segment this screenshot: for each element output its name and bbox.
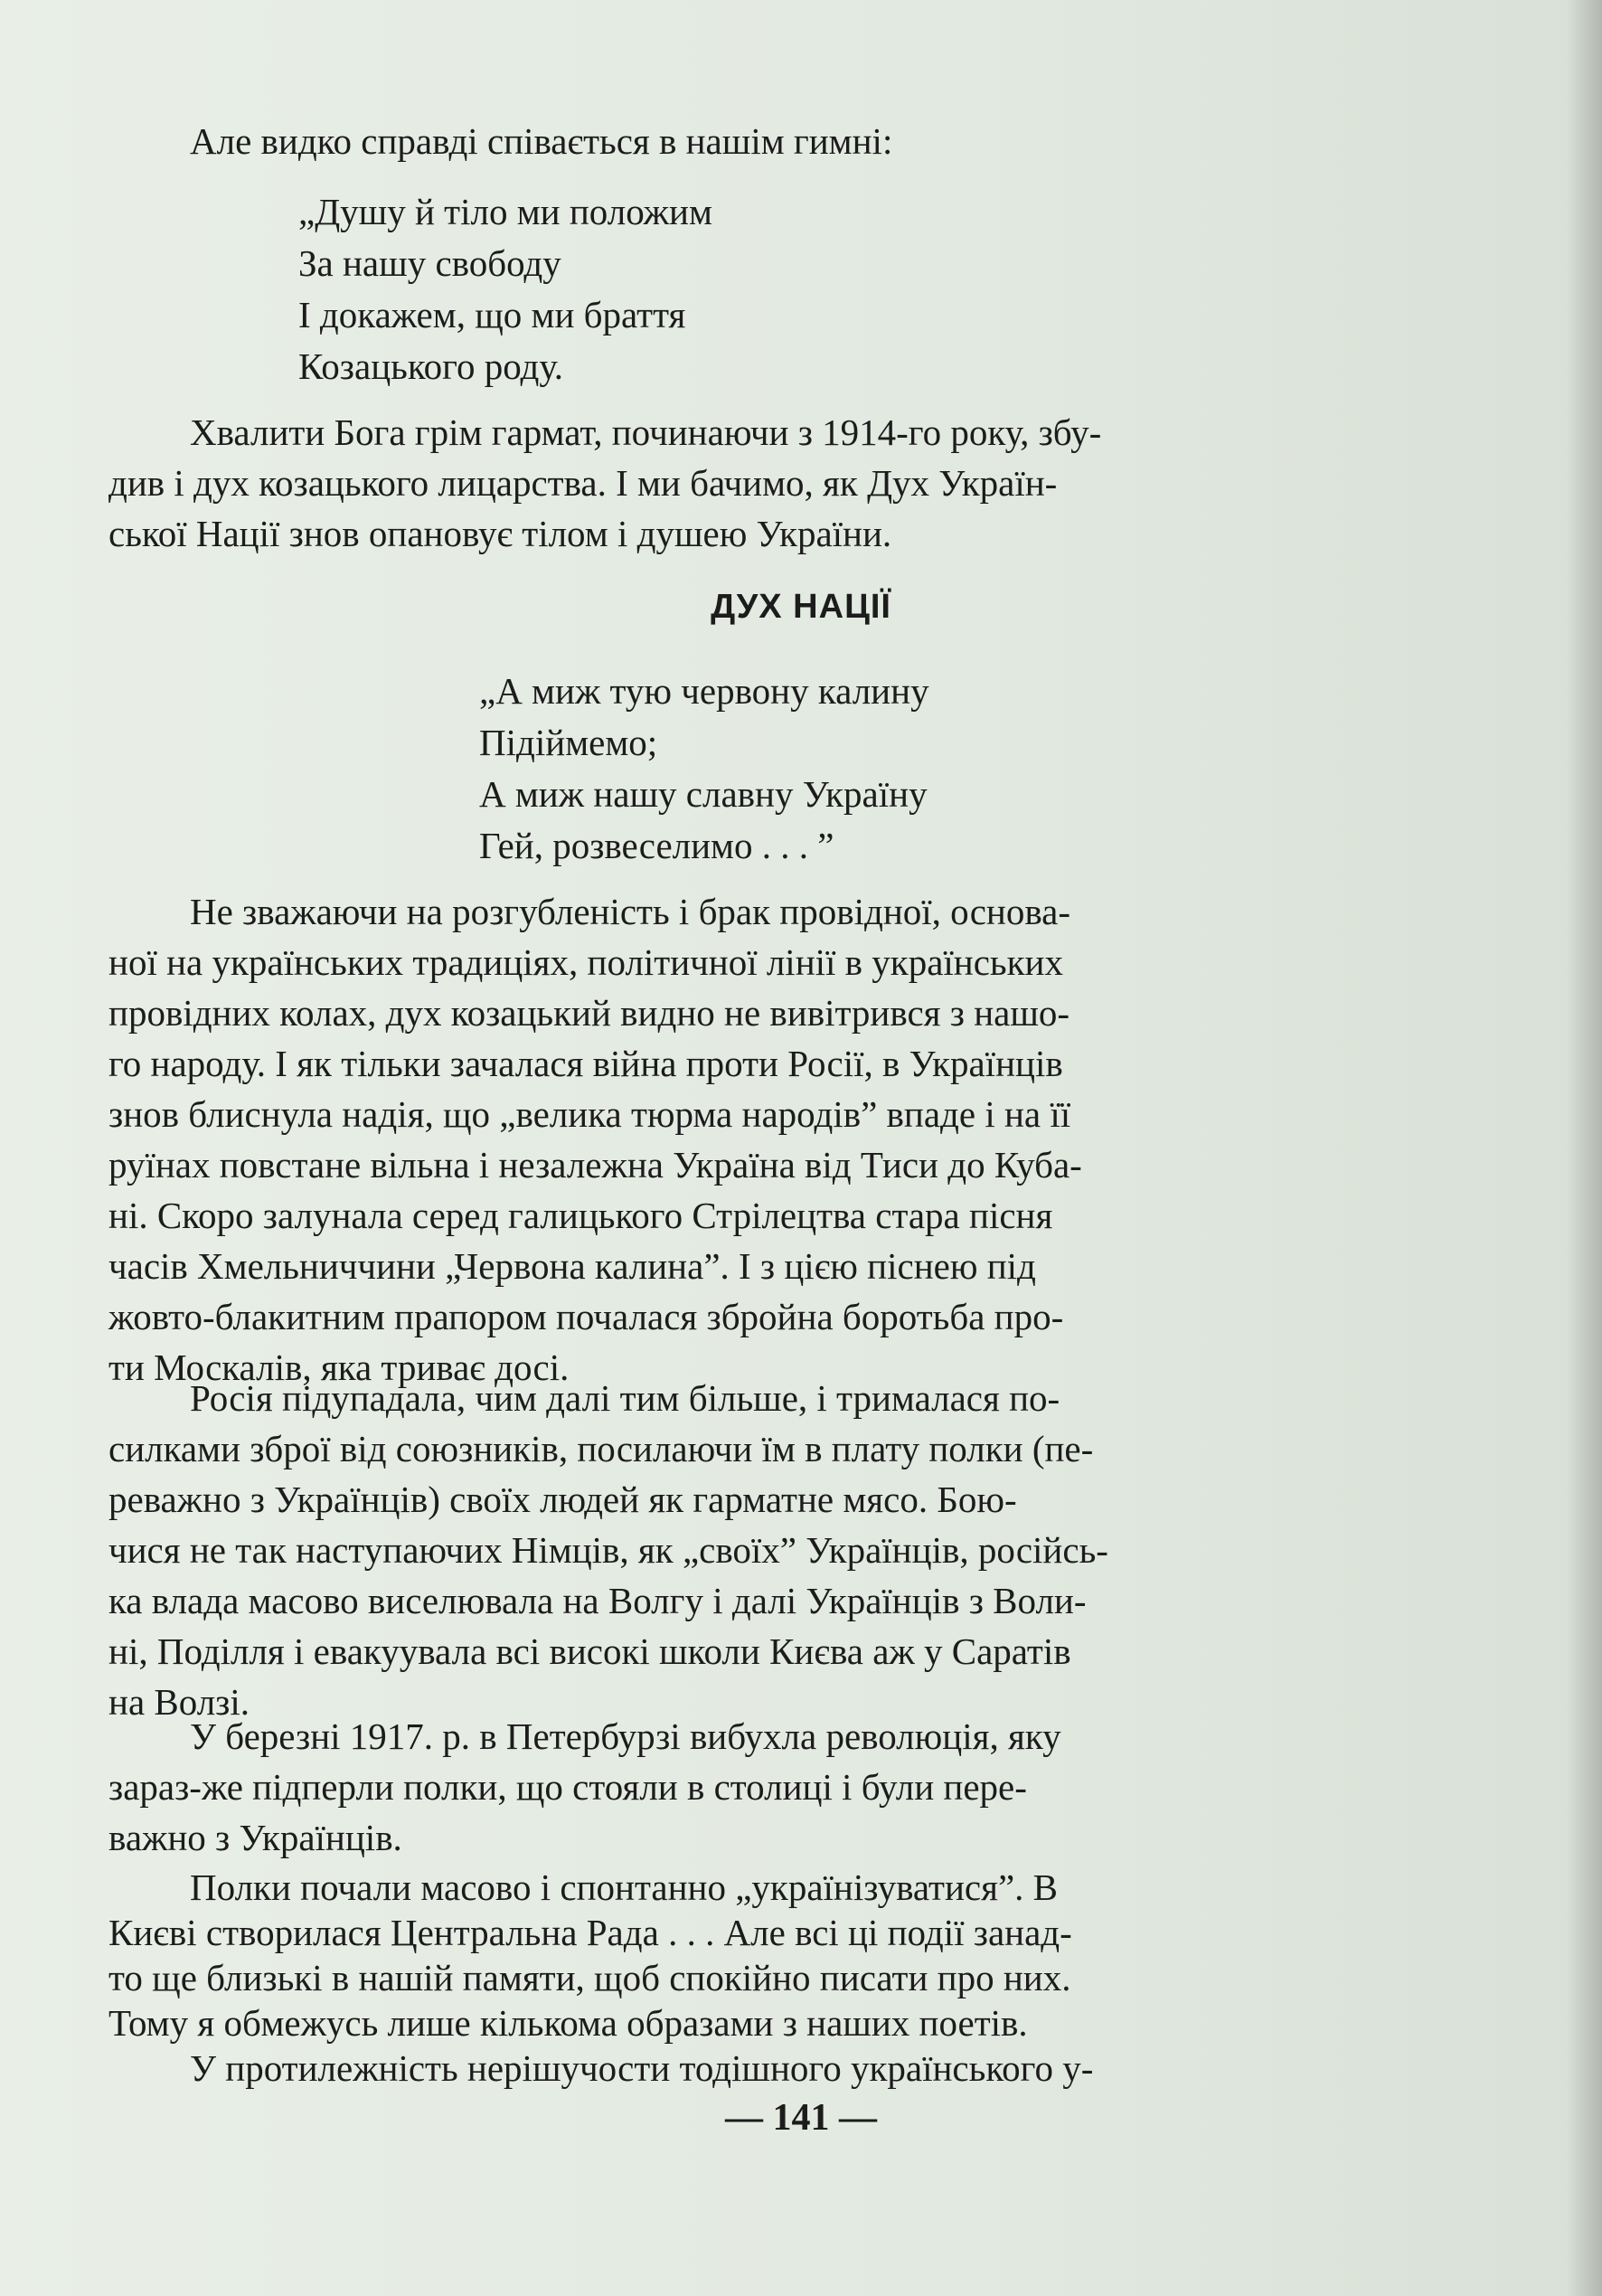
text-line: силками зброї від союзників, посилаючи їм в плату полки (пе-: [108, 1428, 1094, 1469]
verse-anthem: [298, 186, 712, 392]
text-line: то ще близькі в нашій памяти, щоб спокійно писати про них.: [108, 1957, 1071, 1998]
text-line: ти Москалів, яка триває досі.: [108, 1346, 570, 1388]
text-line: Києві створилася Центральна Рада . . . Але всі ці події занад-: [108, 1912, 1072, 1953]
verse-line: Підіймемо;: [479, 722, 658, 763]
text-line: ної на українських традиціях, політичної лінії в українських: [108, 941, 1063, 983]
text-line: У протилежність нерішучости тодішного українського у-: [190, 2047, 1094, 2089]
text-line: Але видко справді співається в нашім гимні:: [190, 120, 893, 162]
paragraph-2: [108, 886, 1428, 1393]
verse-line: Гей, розвеселимо . . . ”: [479, 825, 834, 866]
text-line: Росія підупадала, чим далі тим більше, і трималася по-: [190, 1377, 1060, 1419]
text-line: зараз-же підперли полки, що стояли в столиці і були пере-: [108, 1766, 1027, 1808]
section-heading: ДУХ НАЦІЇ: [711, 588, 891, 626]
page-edge-shadow: [1566, 0, 1602, 2296]
verse-line: І докажем, що ми браття: [298, 294, 686, 335]
text-line: Не зважаючи на розгубленість і брак провідної, основа-: [190, 891, 1071, 932]
text-line: див і дух козацького лицарства. І ми бачимо, як Дух Україн-: [108, 462, 1058, 504]
verse-line: А миж нашу славну Україну: [479, 773, 928, 815]
text-line: Хвалити Бога грім гармат, починаючи з 1914-го року, збу-: [190, 411, 1102, 453]
verse-line: Козацького роду.: [298, 345, 564, 387]
text-line: провідних колах, дух козацький видно не вивітрився з нашо-: [108, 992, 1070, 1034]
text-line: Тому я обмежусь лише кількома образами з наших поетів.: [108, 2002, 1028, 2044]
text-line: знов блиснула надія, що „велика тюрма народів” впаде і на її: [108, 1093, 1071, 1135]
text-line: У березні 1917. р. в Петербурзі вибухла революція, яку: [190, 1715, 1061, 1757]
paragraph-3: [108, 1373, 1428, 1727]
text-line: ні. Скоро залунала серед галицького Стрілецтва стара пісня: [108, 1195, 1053, 1236]
text-line: важно з Українців.: [108, 1817, 402, 1858]
text-line: Полки почали масово і спонтанно „українізуватися”. В: [190, 1866, 1058, 1908]
text-line: ка влада масово виселювала на Волгу і далі Українців з Воли-: [108, 1580, 1087, 1621]
paragraph-5: [108, 1865, 1428, 2091]
text-line: чися не так наступаючих Німців, як „своїх” Українців, російсь-: [108, 1529, 1108, 1571]
verse-line: „Душу й тіло ми положим: [298, 191, 712, 232]
verse-line: За нашу свободу: [298, 242, 561, 284]
text-line: руїнах повстане вільна і незалежна Україна від Тиси до Куба-: [108, 1144, 1082, 1186]
text-line: реважно з Українців) своїх людей як гарматне мясо. Бою-: [108, 1479, 1017, 1520]
text-line: ні, Поділля і евакуувала всі високі школи Києва аж у Саратів: [108, 1630, 1071, 1672]
page-number: — 141 —: [725, 2097, 877, 2139]
text-line: го народу. І як тільки зачалася війна проти Росії, в Українців: [108, 1043, 1063, 1084]
text-line: ської Нації знов опановує тілом і душею України.: [108, 513, 892, 554]
intro-line: [108, 116, 1428, 166]
text-line: на Волзі.: [108, 1681, 250, 1723]
text-line: жовто-блакитним прапором почалася збройна боротьба про-: [108, 1296, 1064, 1337]
verse-chervona-kalyna: [479, 666, 929, 872]
verse-line: „А миж тую червону калину: [479, 670, 929, 712]
paragraph-1: [108, 407, 1428, 559]
paragraph-4: [108, 1711, 1428, 1863]
text-line: часів Хмельниччини „Червона калина”. І з цією піснею під: [108, 1245, 1036, 1287]
